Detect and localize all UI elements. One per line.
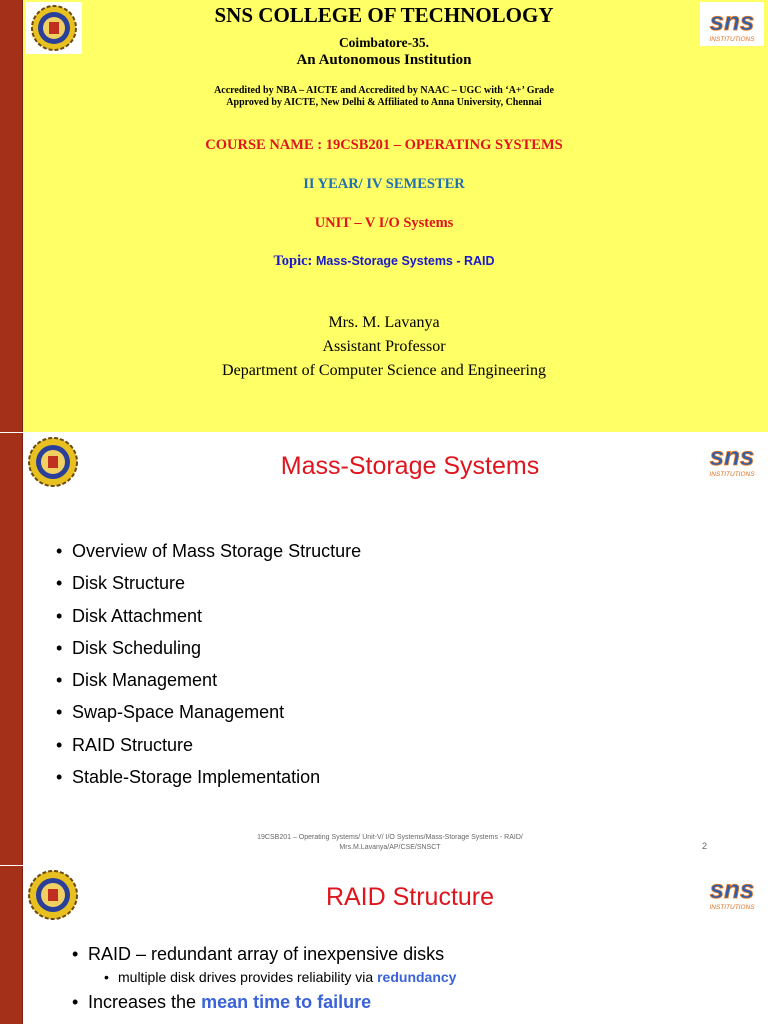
footer-line-1: 19CSB201 – Operating Systems/ Unit-V/ I/O Systems/Mass-Storage Systems - RAID/ [257,834,523,841]
topic-value: Mass-Storage Systems - RAID [316,254,495,268]
list-item: • RAID Structure [56,729,361,761]
slide-title: Mass-Storage Systems [280,452,540,480]
list-item: • Overview of Mass Storage Structure [56,535,361,567]
sns-logo-subtext: INSTITUTIONS [709,36,755,43]
college-name: SNS COLLEGE OF TECHNOLOGY [214,3,554,27]
raid-sub-bullet-text: multiple disk drives provides reliability via [118,969,378,985]
list-item: • Disk Structure [56,567,361,599]
bullet-marker: • [72,992,79,1012]
list-item: • Disk Management [56,664,361,696]
mttf-highlight: mean time to failure [201,992,372,1012]
topic-label: Topic: [273,253,313,269]
presenter-name: Mrs. M. Lavanya [328,314,440,331]
sns-logo-letters: sns [709,6,755,36]
accreditation-line-1: Accredited by NBA – AICTE and Accredited by NAAC – UGC with ‘A+’ Grade [214,85,554,96]
page-number: 2 [702,841,708,851]
presenter-department: Department of Computer Science and Engineering [222,362,546,379]
title-slide [0,0,768,432]
raid-structure-slide [0,866,768,1024]
list-item: • Disk Attachment [56,600,361,632]
course-name: COURSE NAME : 19CSB201 – OPERATING SYSTEMS [205,137,563,153]
raid-sub-bullet [104,969,456,985]
raid-bullet-1-text: RAID – redundant array of inexpensive disks [88,944,445,964]
sns-logo-subtext: INSTITUTIONS [709,904,755,911]
list-item: • Swap-Space Management [56,696,361,728]
raid-bullet-2 [72,992,371,1013]
footer-line-2: Mrs.M.Lavanya/AP/CSE/SNSCT [339,843,441,851]
raid-bullet-1 [72,944,444,965]
redundancy-highlight: redundancy [377,969,457,985]
sns-logo-subtext: INSTITUTIONS [709,471,755,478]
raid-bullet-2-text: Increases the [88,992,202,1012]
list-item: • Disk Scheduling [56,632,361,664]
accreditation-line-2: Approved by AICTE, New Delhi & Affiliated to Anna University, Chennai [226,97,542,108]
topic-line [0,253,768,270]
left-edge-line [22,433,23,865]
autonomous-label: An Autonomous Institution [296,52,472,68]
list-item: • Stable-Storage Implementation [56,761,361,793]
unit-title: UNIT – V I/O Systems [314,215,454,231]
sns-logo-letters: sns [709,441,755,471]
college-city: Coimbatore-35. [338,35,430,50]
slide-footer [180,833,600,852]
presenter-role: Assistant Professor [322,338,446,355]
mass-storage-slide [0,433,768,865]
bullet-marker: • [72,944,79,964]
topic-bullet-list [56,535,361,793]
bullet-marker: • [104,969,109,985]
slide-title: RAID Structure [325,883,495,911]
sns-logo-letters: sns [709,874,755,904]
year-semester: II YEAR/ IV SEMESTER [303,176,465,192]
